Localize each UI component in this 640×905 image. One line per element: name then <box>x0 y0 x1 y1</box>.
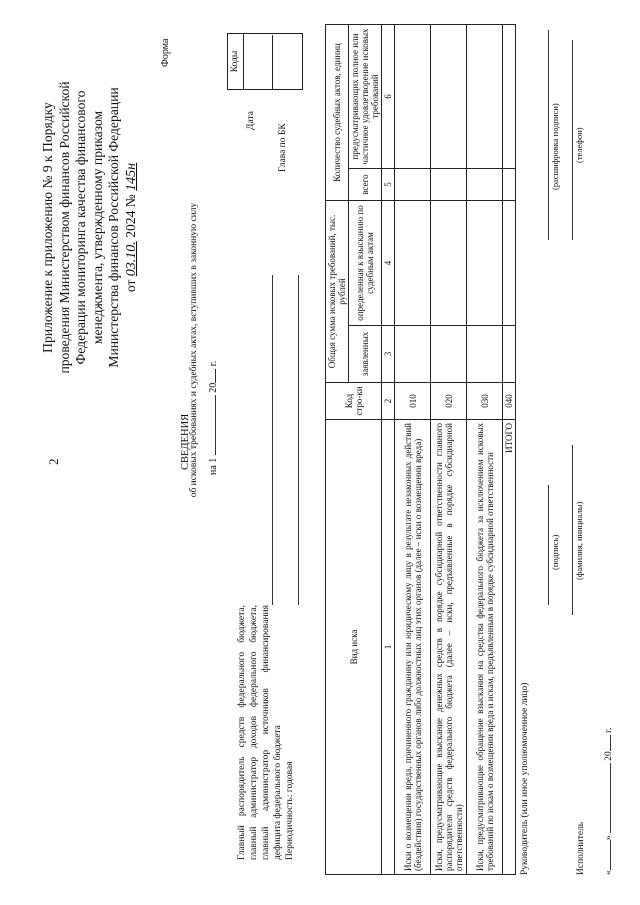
cell-empty <box>503 326 516 383</box>
form-label: Форма <box>160 38 171 67</box>
cell-empty <box>395 201 431 326</box>
cell-empty <box>503 169 516 201</box>
appendix-header <box>40 60 140 395</box>
periodicity: Периодичность: годовая <box>285 761 295 860</box>
row-code: 020 <box>431 383 467 420</box>
executor-name-caption: (фамилия, инициалы) <box>574 501 584 580</box>
cell-empty <box>467 169 503 201</box>
cell-empty <box>467 201 503 326</box>
sign-date <box>604 728 614 875</box>
row-code: 030 <box>467 383 503 420</box>
row-code: 010 <box>395 383 431 420</box>
col-number-3: 3 <box>382 326 395 383</box>
head-name-caption: (расшифровка подписи) <box>550 103 560 190</box>
header-predusm: предусматривающих полное или частичное удовлетворение исковых требований <box>349 25 382 169</box>
header-obshaya-summa: Общая сумма исковых требований, тыс. рублей <box>326 201 349 383</box>
appendix-line-1: Приложение к приложению № 9 к Порядку <box>40 102 55 353</box>
head-name-line <box>548 30 549 240</box>
total-code: 040 <box>503 383 516 420</box>
cell-empty <box>395 169 431 201</box>
organization-description <box>236 605 296 860</box>
appendix-line-2: проведения Министерством финансов Российской <box>56 81 72 374</box>
report-date-line <box>208 361 219 475</box>
appendix-line-4: менеджмента, утвержденному приказом <box>89 110 105 345</box>
col-number-2: 2 <box>382 383 395 420</box>
header-vid-iska: Вид иска <box>326 420 382 875</box>
table-row <box>467 25 503 875</box>
cell-empty <box>431 169 467 201</box>
appendix-date-line <box>123 60 141 395</box>
executor-phone-line <box>572 40 573 240</box>
document-title: СВЕДЕНИЯ <box>180 413 191 470</box>
sign-date-year: 20 <box>604 751 614 761</box>
row-text: Иски о возмещении вреда, причиненного гражданину или юридическому лицу в результате незаконных действий (бездействия) государственных органов либо должностных лиц этих органов (далее – иски о возмещении вреда) <box>395 420 431 875</box>
col-number-5: 5 <box>382 169 395 201</box>
appendix-date-value: 03.10. <box>123 241 139 277</box>
head-signature-caption: (подпись) <box>550 534 560 570</box>
codes-date-label: Дата <box>246 111 256 130</box>
cell-empty <box>395 326 431 383</box>
document-subtitle: об исковых требованиях и судебных актах, вступивших в законную силу <box>189 202 199 498</box>
sign-date-open: « <box>604 870 614 875</box>
codes-glava-label: Глава по БК <box>278 123 288 172</box>
executor-label: Исполнитель <box>576 821 586 875</box>
organization-line-2 <box>298 275 299 605</box>
organization-line <box>272 275 273 605</box>
executor-phone-caption: (телефон) <box>574 127 584 163</box>
col-number-6: 6 <box>382 25 395 169</box>
appendix-date-prefix: от <box>122 279 138 293</box>
organization-text: Главный распорядитель средств федерального бюджета, главный администратор доходов федерального бюджета, главный администратор источников финансирования дефицита федерального бюджета <box>237 605 283 860</box>
cell-empty <box>431 201 467 326</box>
executor-name-line <box>572 445 573 615</box>
cell-empty <box>503 201 516 326</box>
report-date-prefix: на 1 <box>208 457 219 475</box>
col-number-1: 1 <box>382 420 395 875</box>
codes-divider <box>272 35 273 90</box>
row-text: Иски, предусматривающие взыскание денежных средств в порядке субсидиарной ответственности главного распорядителя средств федерального бюджета (далее – иски, предъявленные в порядке субсидиарной ответственности) <box>431 420 467 875</box>
appendix-order-number: 145н <box>123 162 139 191</box>
total-row <box>503 25 516 875</box>
page-number: 2 <box>46 458 61 465</box>
head-label: Руководитель (или иное уполномоченное лицо) <box>520 682 530 875</box>
header-vsego: всего <box>349 169 382 201</box>
header-kod-stroki: Код стро-ки <box>326 383 382 420</box>
header-kolichestvo: Количество судебных актов, единиц <box>326 25 349 201</box>
claims-table <box>325 24 516 875</box>
sign-date-close: » <box>604 835 614 841</box>
header-opredelennaya: определенная к взысканию по судебным актам <box>349 201 382 326</box>
cell-empty <box>431 326 467 383</box>
header-zayavlennyh: заявленных <box>349 326 382 383</box>
codes-header: Коды <box>227 33 244 90</box>
cell-empty <box>431 25 467 169</box>
table-row <box>395 25 431 875</box>
appendix-date-year: 2024 № <box>122 194 138 238</box>
row-text: Иски, предусматривающие обращение взыскания на средства федерального бюджета за исключением исковых требований по искам о возмещении вреда и искам, предъявленным в порядке субсидиарной ответственности <box>467 420 503 875</box>
total-label: ИТОГО <box>503 420 516 875</box>
report-date-year: 20 <box>208 382 219 393</box>
cell-empty <box>467 25 503 169</box>
col-number-4: 4 <box>382 201 395 326</box>
cell-empty <box>395 25 431 169</box>
table-row <box>431 25 467 875</box>
cell-empty <box>467 326 503 383</box>
sign-date-g: г. <box>604 727 614 733</box>
head-signature-line <box>548 485 549 605</box>
appendix-line-5: Министерства финансов Российской Федерации <box>106 87 121 368</box>
report-date-suffix: г. <box>208 360 219 367</box>
appendix-line-3: Федерации мониторинга качества финансового <box>73 90 88 365</box>
cell-empty <box>503 25 516 169</box>
